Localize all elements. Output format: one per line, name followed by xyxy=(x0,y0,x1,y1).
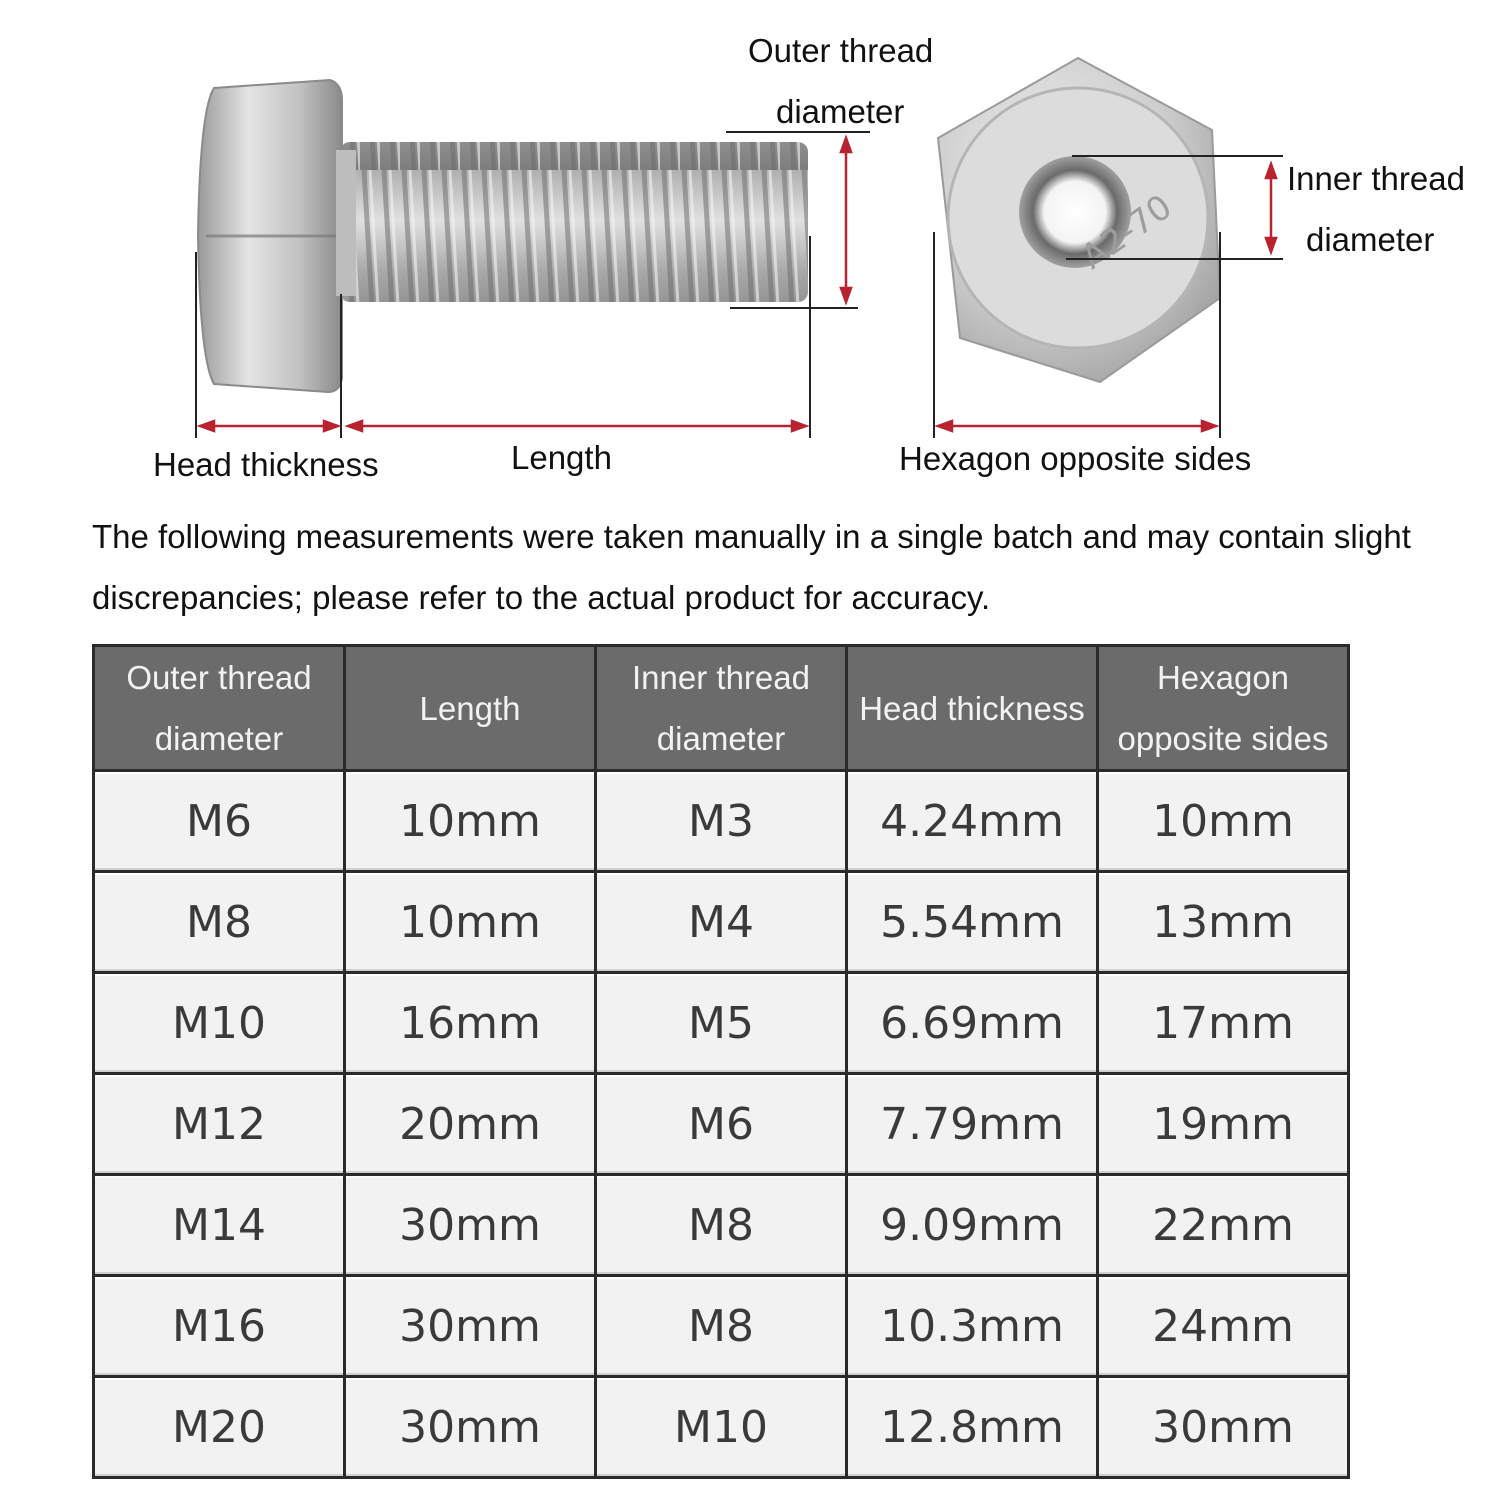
bolt-shank xyxy=(340,142,808,302)
cell-head-thickness: 9.09mm xyxy=(847,1175,1098,1276)
cell-head-thickness: 4.24mm xyxy=(847,771,1098,872)
cell-head-thickness: 5.54mm xyxy=(847,872,1098,973)
cell-inner-thread: M5 xyxy=(596,973,847,1074)
cell-outer-thread: M8 xyxy=(94,872,345,973)
spec-table xyxy=(92,644,1350,1479)
table-row xyxy=(94,1175,1349,1276)
cell-hexagon: 19mm xyxy=(1098,1074,1349,1175)
label-head-thickness: Head thickness xyxy=(153,446,379,483)
label-length: Length xyxy=(511,439,612,476)
cell-head-thickness: 10.3mm xyxy=(847,1276,1098,1377)
cell-head-thickness: 12.8mm xyxy=(847,1377,1098,1478)
cell-hexagon: 10mm xyxy=(1098,771,1349,872)
table-row xyxy=(94,973,1349,1074)
cell-inner-thread: M10 xyxy=(596,1377,847,1478)
cell-hexagon: 13mm xyxy=(1098,872,1349,973)
cell-inner-thread: M8 xyxy=(596,1175,847,1276)
table-row xyxy=(94,1276,1349,1377)
cell-inner-thread: M6 xyxy=(596,1074,847,1175)
cell-hexagon: 22mm xyxy=(1098,1175,1349,1276)
table-row xyxy=(94,771,1349,872)
cell-length: 30mm xyxy=(345,1175,596,1276)
cell-length: 30mm xyxy=(345,1377,596,1478)
cell-length: 30mm xyxy=(345,1276,596,1377)
header-head-thickness: Head thickness xyxy=(847,646,1098,771)
label-hexagon-opposite-sides: Hexagon opposite sides xyxy=(899,440,1252,477)
cell-length: 10mm xyxy=(345,771,596,872)
cell-outer-thread: M12 xyxy=(94,1074,345,1175)
label-inner-thread-diameter-line2: diameter xyxy=(1306,221,1435,258)
nut-marking: A2-70 xyxy=(1074,186,1180,278)
measurement-note: The following measurements were taken manually in a single batch and may contain slight discrepancies; please refer to the actual product for accuracy. xyxy=(92,518,1411,616)
cell-length: 16mm xyxy=(345,973,596,1074)
cell-head-thickness: 6.69mm xyxy=(847,973,1098,1074)
table-row xyxy=(94,1377,1349,1478)
header-inner-thread-diameter: Inner thread diameter xyxy=(596,646,847,771)
cell-outer-thread: M14 xyxy=(94,1175,345,1276)
cell-head-thickness: 7.79mm xyxy=(847,1074,1098,1175)
cell-hexagon: 30mm xyxy=(1098,1377,1349,1478)
label-outer-thread-diameter-line1: Outer thread xyxy=(748,32,934,69)
cell-inner-thread: M3 xyxy=(596,771,847,872)
cell-inner-thread: M8 xyxy=(596,1276,847,1377)
table-row xyxy=(94,872,1349,973)
cell-outer-thread: M20 xyxy=(94,1377,345,1478)
bolt-image xyxy=(198,80,808,392)
cell-length: 20mm xyxy=(345,1074,596,1175)
nut-image xyxy=(938,58,1220,382)
label-outer-thread-diameter-line2: diameter xyxy=(776,93,905,130)
header-length: Length xyxy=(345,646,596,771)
table-header-row xyxy=(94,646,1349,771)
cell-length: 10mm xyxy=(345,872,596,973)
cell-outer-thread: M16 xyxy=(94,1276,345,1377)
cell-hexagon: 24mm xyxy=(1098,1276,1349,1377)
label-inner-thread-diameter-line1: Inner thread xyxy=(1287,160,1465,197)
header-outer-thread-diameter: Outer thread diameter xyxy=(94,646,345,771)
cell-outer-thread: M6 xyxy=(94,771,345,872)
table-row xyxy=(94,1074,1349,1175)
cell-inner-thread: M4 xyxy=(596,872,847,973)
cell-hexagon: 17mm xyxy=(1098,973,1349,1074)
header-hexagon-opposite-sides: Hexagon opposite sides xyxy=(1098,646,1349,771)
cell-outer-thread: M10 xyxy=(94,973,345,1074)
